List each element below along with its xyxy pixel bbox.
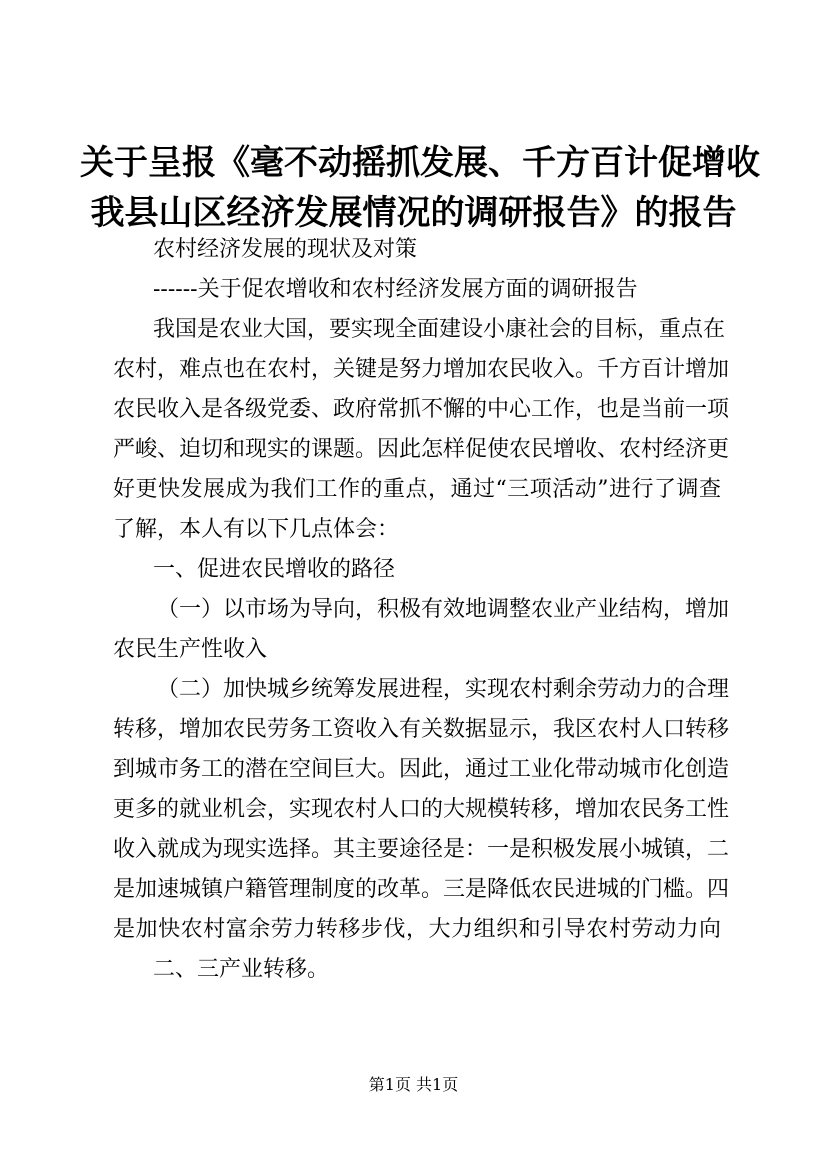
paragraph-line: 是加快农村富余劳力转移步伐，大力组织和引导农村劳动力向 — [113, 917, 721, 942]
paragraph-line: 好更快发展成为我们工作的重点，通过“三项活动”进行了调查 — [113, 477, 721, 502]
document-body — [113, 230, 730, 990]
section-heading-2: 二、三产业转移。 — [153, 957, 330, 982]
paragraph-line: 严峻、迫切和现实的课题。因此怎样促使农民增收、农村经济更 — [113, 437, 730, 462]
title-line-2: 我县山区经济发展情况的调研报告》的报告 — [90, 193, 737, 233]
paragraph-line: 到城市务工的潜在空间巨大。因此，通过工业化带动城市化创造 — [113, 757, 730, 782]
subsection-heading-2: （二）加快城乡统筹发展进程，实现农村剩余劳动力的合理 — [157, 677, 730, 702]
paragraph-line: 转移，增加农民劳务工资收入有关数据显示，我区农村人口转移 — [113, 717, 730, 742]
paragraph-line: 更多的就业机会，实现农村人口的大规模转移，增加农民务工性 — [113, 797, 730, 822]
title-line-1: 关于呈报《毫不动摇抓发展、千方百计促增收 — [80, 143, 760, 183]
subtitle-report: ------关于促农增收和农村经济发展方面的调研报告 — [153, 277, 638, 302]
paragraph-line: 了解，本人有以下几点体会： — [113, 517, 400, 542]
page-number: 第1页 共1页 — [368, 1075, 459, 1094]
subsection-heading-1: （一）以市场为导向，积极有效地调整农业产业结构，增加 — [157, 597, 730, 622]
document-title — [80, 138, 760, 238]
paragraph-line: 农民生产性收入 — [113, 637, 268, 662]
paragraph-line: 是加速城镇户籍管理制度的改革。三是降低农民进城的门槛。四 — [113, 877, 730, 902]
section-heading-1: 一、促进农民增收的路径 — [153, 557, 396, 582]
paragraph-line: 我国是农业大国，要实现全面建设小康社会的目标，重点在 — [153, 317, 726, 342]
paragraph-line: 农民收入是各级党委、政府常抓不懈的中心工作，也是当前一项 — [113, 397, 730, 422]
paragraph-line: 农村，难点也在农村，关键是努力增加农民收入。千方百计增加 — [113, 357, 730, 382]
subtitle: 农村经济发展的现状及对策 — [153, 237, 418, 262]
paragraph-line: 收入就成为现实选择。其主要途径是：一是积极发展小城镇，二 — [113, 837, 730, 862]
